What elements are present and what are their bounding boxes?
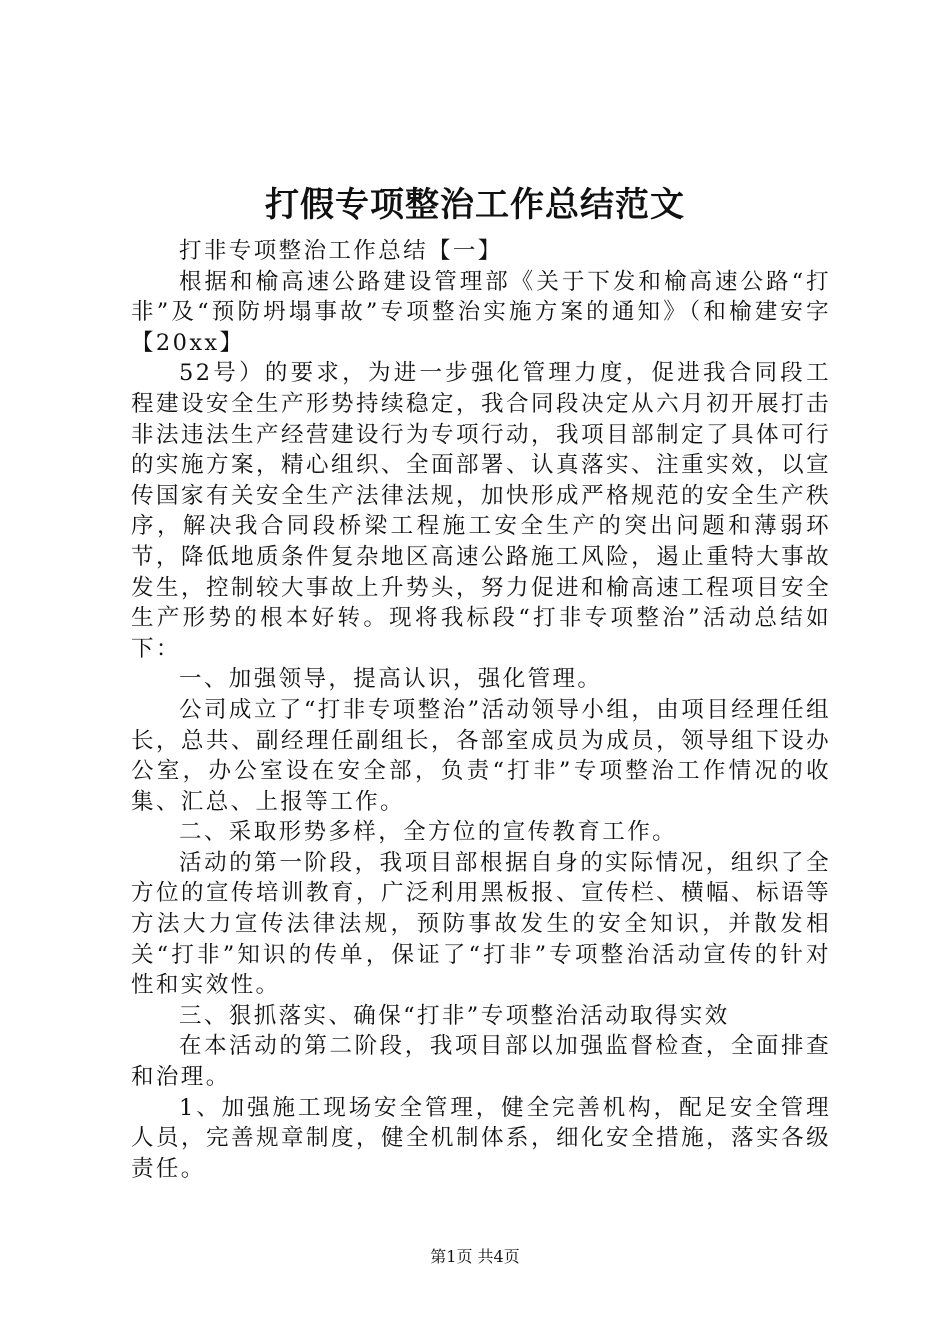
paragraph: 1、加强施工现场安全管理，健全完善机构，配足安全管理人员，完善规章制度，健全机制体系，细化安全措施，落实各级责任。 (131, 1094, 831, 1182)
paragraph: 活动的第一阶段，我项目部根据自身的实际情况，组织了全方位的宣传培训教育，广泛利用黑板报、宣传栏、横幅、标语等方法大力宣传法律法规，预防事故发生的安全知识，并散发相关“打非”知识的传单，保证了“打非”专项整治活动宣传的针对性和实效性。 (131, 849, 831, 999)
section-heading: 一、加强领导，提高认识，强化管理。 (179, 666, 603, 693)
section-heading: 打非专项整治工作总结【一】 (179, 238, 503, 264)
page-footer: 第1页 共4页 (430, 1247, 520, 1266)
paragraph: 52号）的要求，为进一步强化管理力度，促进我合同段工程建设安全生产形势持续稳定，我合同段决定从六月初开展打击非法违法生产经营建设行为专项行动，我项目部制定了具体可行的实施方案，精心组织、全面部署、认真落实、注重实效，以宣传国家有关安全生产法律法规，加快形成严格规范的安全生产秩序，解决我合同段桥梁工程施工安全生产的突出问题和薄弱环节，降低地质条件复杂地区高速公路施工风险，遏止重特大事故发生，控制较大事故上升势头，努力促进和榆高速工程项目安全生产形势的根本好转。现将我标段“打非专项整治”活动总结如下： (131, 360, 831, 662)
section-heading: 三、狠抓落实、确保“打非”专项整治活动取得实效 (179, 1002, 730, 1029)
document-title: 打假专项整治工作总结范文 (265, 185, 685, 225)
paragraph: 公司成立了“打非专项整治”活动领导小组，由项目经理任组长，总共、副经理任副组长，各部室成员为成员，领导组下设办公室，办公室设在安全部，负责“打非”专项整治工作情况的收集、汇总、上报等工作。 (131, 696, 831, 815)
section-heading: 二、采取形势多样，全方位的宣传教育工作。 (179, 819, 678, 846)
document-body (131, 236, 831, 1184)
paragraph: 根据和榆高速公路建设管理部《关于下发和榆高速公路“打非”及“预防坍塌事故”专项整治实施方案的通知》（和榆建安字【20xx】 (131, 268, 831, 356)
paragraph: 在本活动的第二阶段，我项目部以加强监督检查，全面排查和治理。 (131, 1033, 831, 1091)
